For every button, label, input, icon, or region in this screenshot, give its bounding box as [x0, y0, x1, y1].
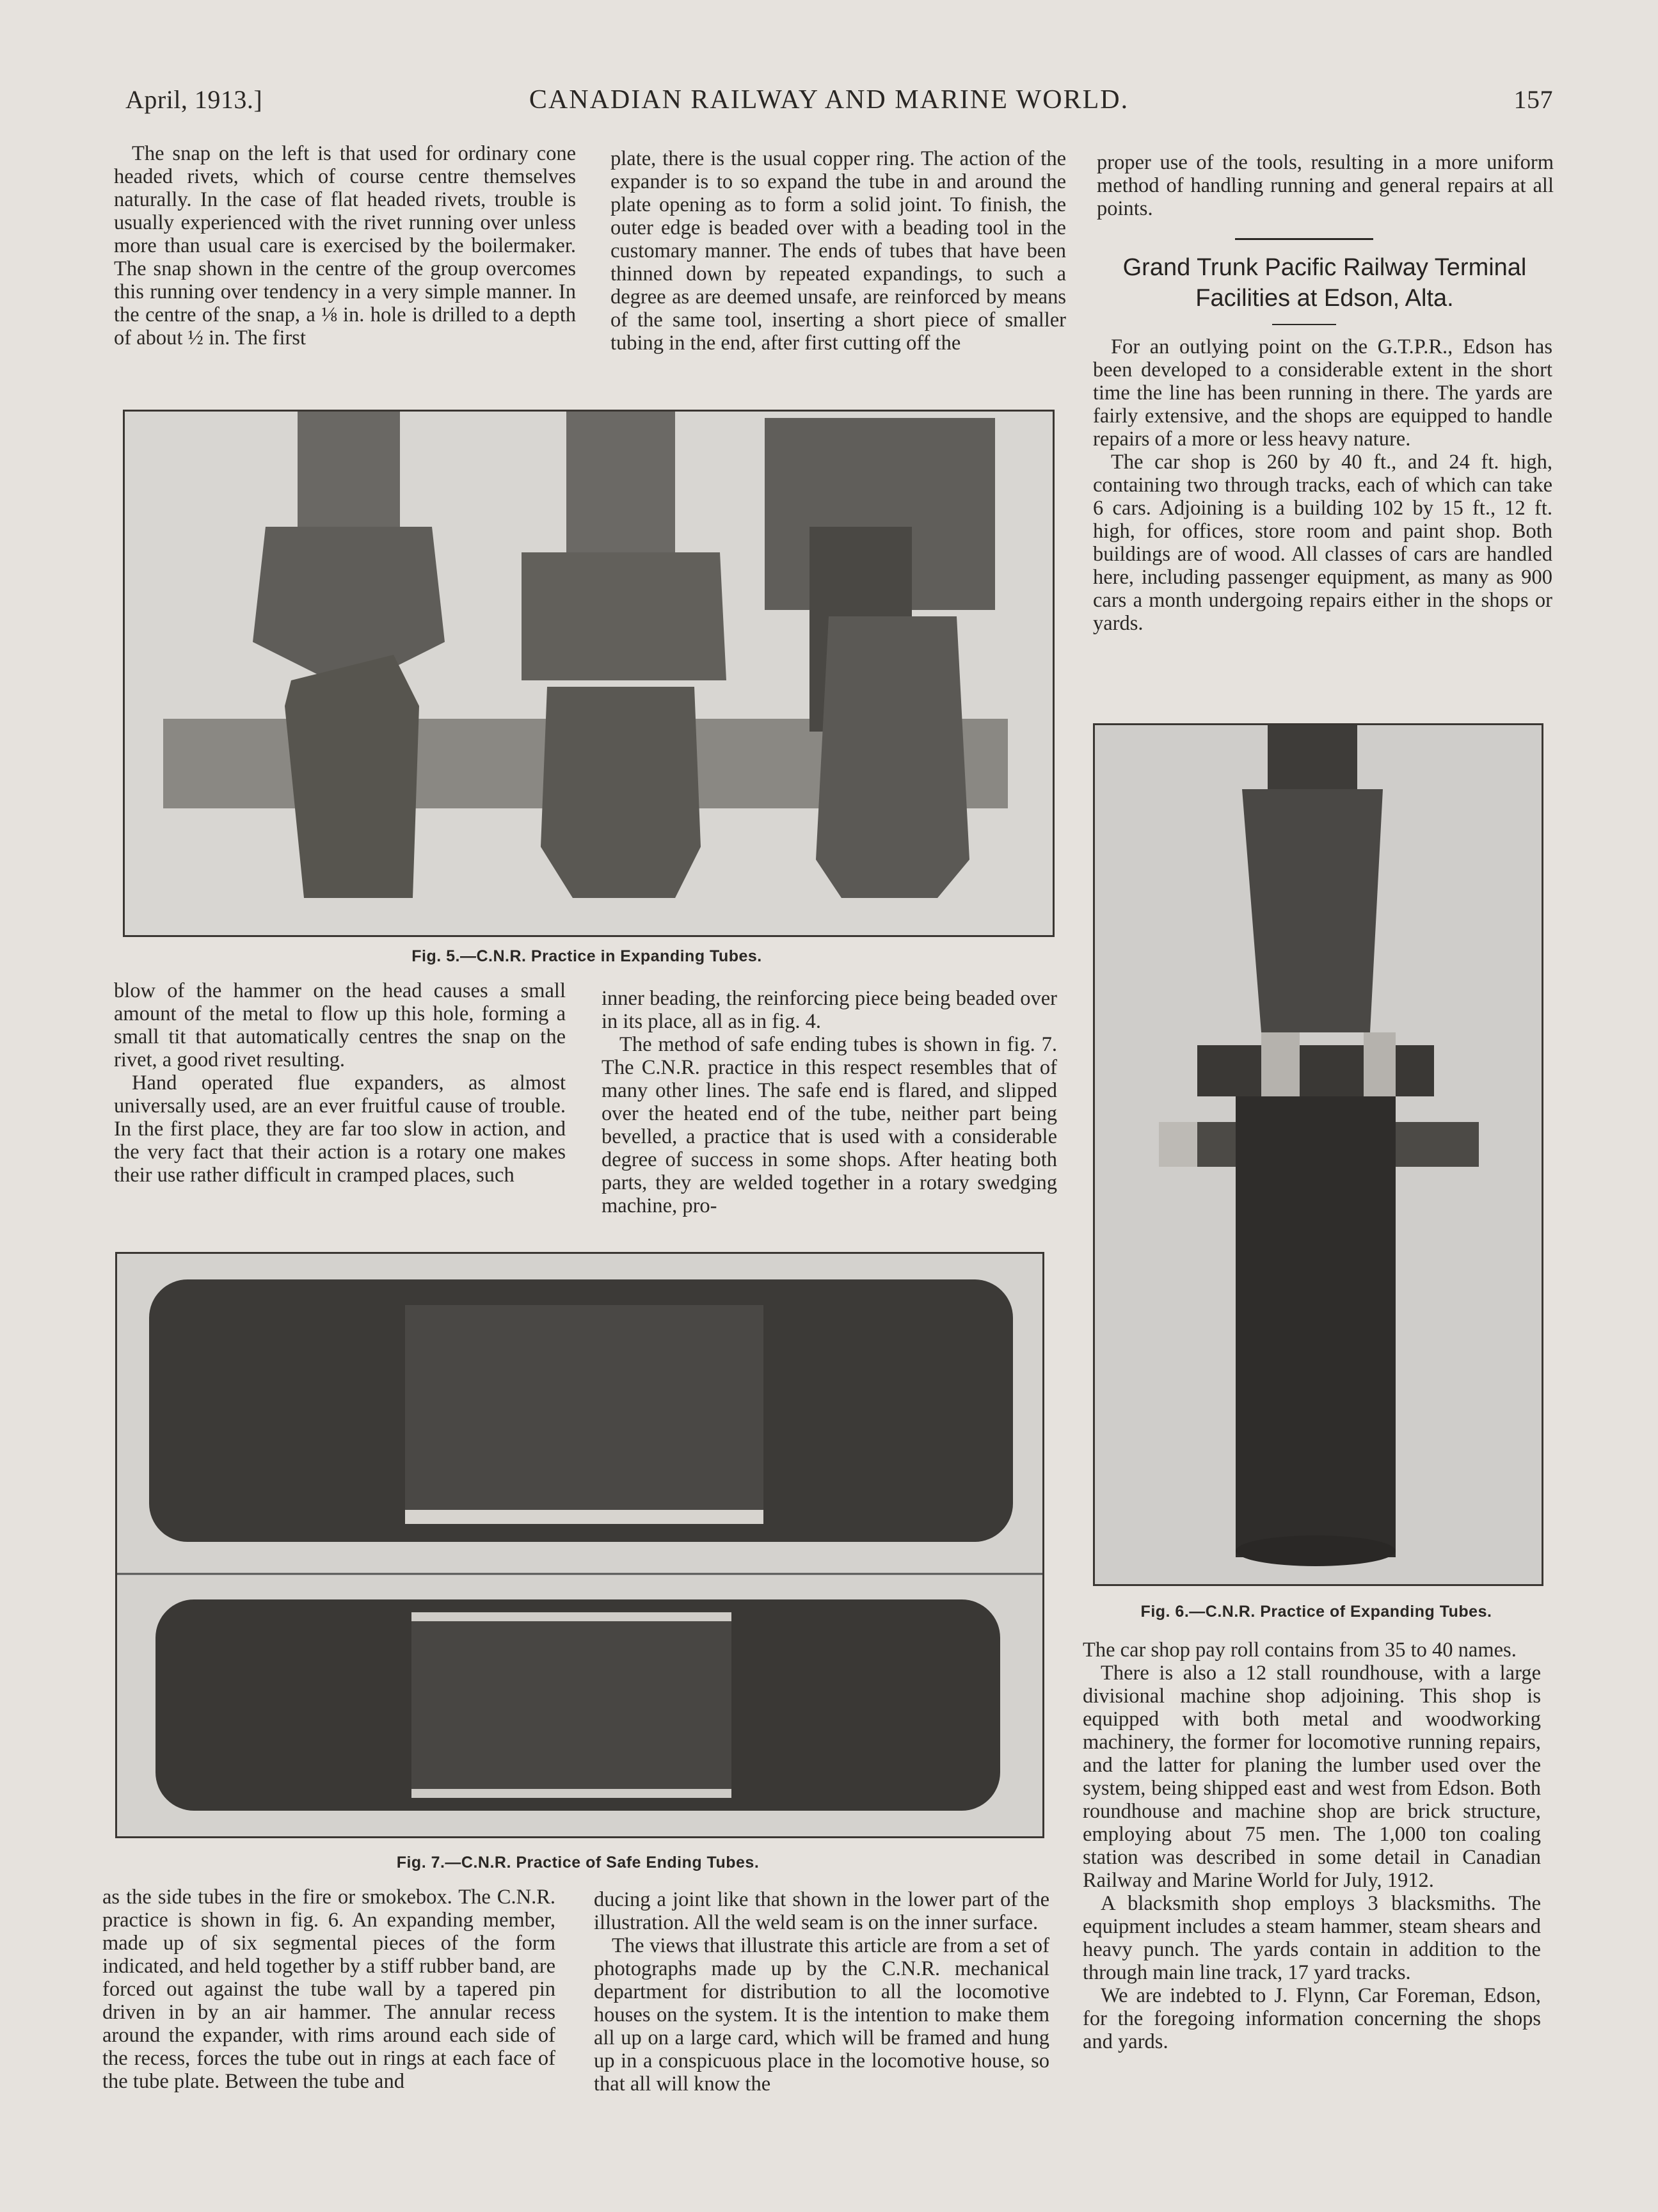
fig6-photo	[1093, 723, 1543, 1586]
right-column-bottom	[1083, 1639, 1541, 2053]
paragraph: inner beading, the reinforcing piece being beaded over in its place, all as in fig. 4.	[602, 987, 1057, 1033]
paragraph: plate, there is the usual copper ring. The action of the expander is to so expand the tube in and around the plate opening as to form a solid joint. To finish, the outer edge is beaded over with a beading tool in the customary manner. The ends of tubes that have been thinned down by repeated expandings, to such a degree as are deemed unsafe, are reinforced by means of the same tool, inserting a short piece of smaller tubing in the end, after first cutting off the	[610, 147, 1066, 355]
paragraph: For an outlying point on the G.T.P.R., Edson has been developed to a considerable extent in the short time the line has been running in there. The yards are fairly extensive, and the shops are equipped to handle repairs of a more or less heavy nature.	[1093, 335, 1552, 451]
fig5-photo	[123, 410, 1055, 937]
paragraph: as the side tubes in the fire or smokebox. The C.N.R. practice is shown in fig. 6. An expanding member, made up of six segmental pieces of the form indicated, and held together by a stiff rubber band, are forced out against the tube wall by a tapered pin driven in by an air hammer. The annular recess around the expander, with rims around each side of the recess, forces the tube out in rings at each face of the tube plate. Between the tube and	[102, 1886, 555, 2093]
paragraph: Hand operated flue expanders, as almost universally used, are an ever fruitful cause of trouble. In the first place, they are far too slow in action, and the very fact that their action is a rotary one makes their use rather difficult in cramped places, such	[114, 1071, 566, 1187]
bottom-left-column	[102, 1886, 555, 2093]
paragraph: The views that illustrate this article are from a set of photographs made up by the C.N.R. mechanical department for distribution to all the locomotive houses on the system. It is the intention to make them all up on a large card, which will be framed and hung up in a conspicuous place in the locomotive house, so that all will know the	[594, 1934, 1049, 2096]
right-column-top	[1097, 151, 1554, 220]
paragraph: We are indebted to J. Flynn, Car Foreman, Edson, for the foregoing information concerning the shops and yards.	[1083, 1984, 1541, 2053]
bottom-middle-column	[594, 1888, 1049, 2096]
top-middle-column	[610, 147, 1066, 355]
fig5-caption: Fig. 5.—C.N.R. Practice in Expanding Tubes.	[411, 947, 762, 965]
issue-date: April, 1913.]	[125, 85, 263, 114]
fig7-photo	[115, 1252, 1044, 1838]
right-column-article	[1093, 335, 1552, 635]
paragraph: ducing a joint like that shown in the lower part of the illustration. All the weld seam is on the inner surface.	[594, 1888, 1049, 1934]
paragraph: The method of safe ending tubes is shown in fig. 7. The C.N.R. practice in this respect resembles that of many other lines. The safe end is flared, and slipped over the heated end of the tube, neither part being bevelled, a practice that is used with a considerable degree of success in some shops. After heating both parts, they are welded together in a rotary swedging machine, pro-	[602, 1033, 1057, 1217]
middle-left-column	[114, 979, 566, 1187]
fig6-caption: Fig. 6.—C.N.R. Practice of Expanding Tubes.	[1140, 1603, 1492, 1621]
paragraph: A blacksmith shop employs 3 blacksmiths. The equipment includes a steam hammer, steam shears and heavy punch. The yards contain in addition to the through main line track, 17 yard tracks.	[1083, 1892, 1541, 1984]
paragraph: proper use of the tools, resulting in a more uniform method of handling running and general repairs at all points.	[1097, 151, 1554, 220]
page-number: 157	[1513, 85, 1553, 114]
section-divider	[1235, 238, 1373, 240]
top-left-column	[114, 142, 576, 349]
paragraph: blow of the hammer on the head causes a small amount of the metal to flow up this hole, forming a small tit that automatically centres the snap on the rivet, a good rivet resulting.	[114, 979, 566, 1071]
middle-middle-column	[602, 987, 1057, 1217]
paragraph: The car shop pay roll contains from 35 to 40 names.	[1083, 1639, 1517, 1662]
paragraph: The car shop is 260 by 40 ft., and 24 ft. high, containing two through tracks, each of which can take 6 cars. Adjoining is a building 102 by 15 ft., 12 ft. high, for offices, store room and paint shop. Both buildings are of wood. All classes of cars are handled here, including passenger equipment, as many as 900 cars a month undergoing repairs either in the shops or yards.	[1093, 451, 1552, 635]
article-title: Grand Trunk Pacific Railway Terminal Facilities at Edson, Alta.	[1122, 254, 1527, 312]
publication-title: CANADIAN RAILWAY AND MARINE WORLD.	[529, 85, 1129, 115]
fig7-caption: Fig. 7.—C.N.R. Practice of Safe Ending Tubes.	[396, 1854, 760, 1871]
title-underline	[1272, 324, 1336, 325]
paragraph: The snap on the left is that used for ordinary cone headed rivets, which of course centre themselves naturally. In the case of flat headed rivets, trouble is usually experienced with the rivet running over unless more than usual care is exercised by the boilermaker. The snap shown in the centre of the group overcomes this running over tendency in a very simple manner. In the centre of the snap, a ⅛ in. hole is drilled to a depth of about ½ in. The first	[114, 142, 576, 349]
paragraph: There is also a 12 stall roundhouse, with a large divisional machine shop adjoining. This shop is equipped with both metal and woodworking machinery, the former for locomotive running repairs, and the latter for planing the lumber used over the system, being shipped east and west from Edson. Both roundhouse and machine shop are brick structure, employing about 75 men. The 1,000 ton coaling station was described in some detail in Canadian Railway and Marine World for July, 1912.	[1083, 1662, 1541, 1892]
